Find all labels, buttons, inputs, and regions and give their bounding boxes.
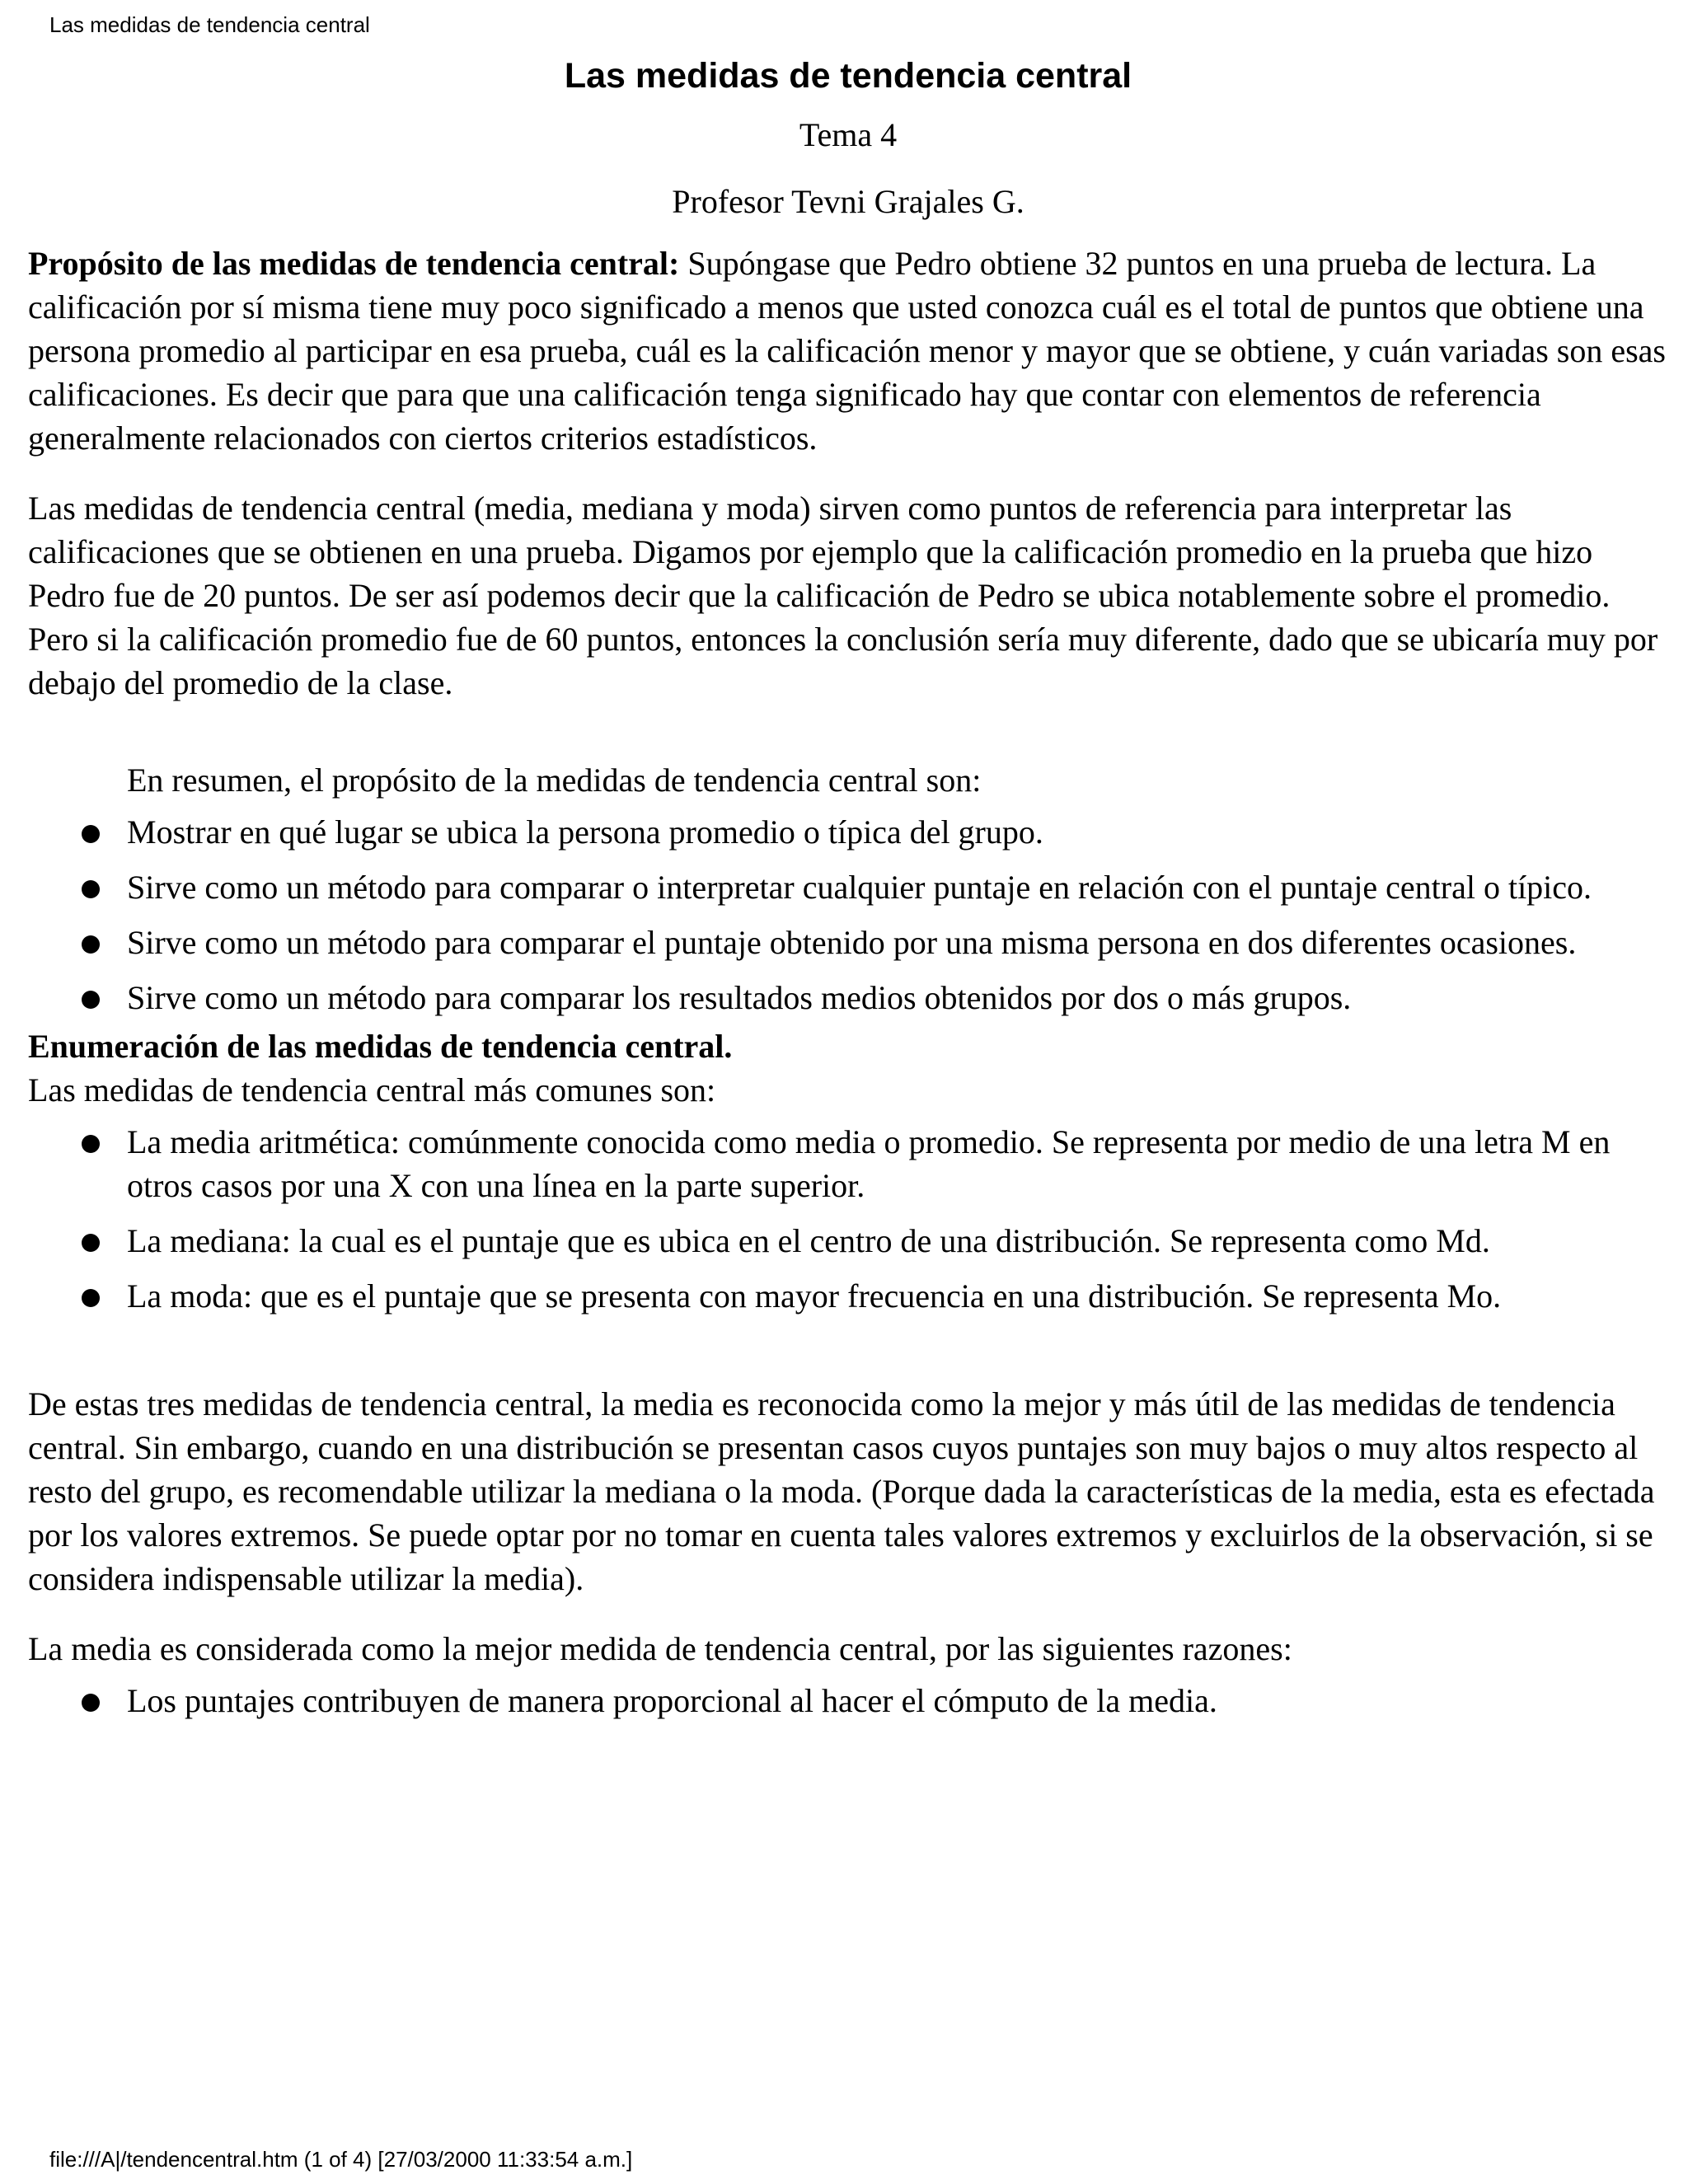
list-item-text: La moda: que es el puntaje que se presenta con mayor frecuencia en una distribución. Se representa Mo. bbox=[127, 1277, 1502, 1315]
list-item bbox=[127, 921, 1668, 964]
list-item-text: Sirve como un método para comparar o interpretar cualquier puntaje en relación con el puntaje central o típico. bbox=[127, 869, 1592, 906]
bullet-icon bbox=[82, 1234, 100, 1252]
bullet-icon bbox=[82, 1694, 100, 1712]
reasons-intro: La media es considerada como la mejor medida de tendencia central, por las siguientes razones: bbox=[28, 1630, 1292, 1667]
enumeration-intro: Las medidas de tendencia central más comunes son: bbox=[28, 1071, 716, 1108]
list-item-text: Sirve como un método para comparar el puntaje obtenido por una misma persona en dos diferentes ocasiones. bbox=[127, 924, 1577, 961]
bullet-icon bbox=[82, 935, 100, 954]
reasons-list bbox=[28, 1679, 1668, 1722]
list-item-text: Sirve como un método para comparar los resultados medios obtenidos por dos o más grupos. bbox=[127, 979, 1352, 1016]
bullet-icon bbox=[82, 880, 100, 898]
author-line: Profesor Tevni Grajales G. bbox=[672, 183, 1025, 220]
list-item bbox=[127, 810, 1668, 854]
enumeration-heading: Enumeración de las medidas de tendencia central. bbox=[28, 1028, 733, 1065]
enumeration-list bbox=[28, 1120, 1668, 1318]
list-item bbox=[127, 865, 1668, 909]
list-item-text: La media aritmética: comúnmente conocida como media o promedio. Se representa por medio de una letra M en otros casos por una X con una línea en la parte superior. bbox=[127, 1123, 1611, 1204]
purpose-text: Supóngase que Pedro obtiene 32 puntos en una prueba de lectura. La calificación por sí misma tiene muy poco significado a menos que usted conozca cuál es el total de puntos que obtiene una persona promedio al participar en esa prueba, cuál es la calificación menor y mayor que se obtiene, y cuán variadas son esas calificaciones. Es decir que para que una calificación tenga significado hay que contar con elementos de referencia generalmente relacionados con ciertos criterios estadísticos. bbox=[28, 245, 1666, 457]
page-title: Las medidas de tendencia central bbox=[564, 56, 1132, 96]
running-header: Las medidas de tendencia central bbox=[49, 12, 370, 37]
list-item bbox=[127, 1219, 1668, 1263]
list-item bbox=[127, 976, 1668, 1019]
purpose-label: Propósito de las medidas de tendencia central: bbox=[28, 245, 680, 282]
purpose-paragraph bbox=[28, 241, 1668, 460]
document-body bbox=[28, 53, 1668, 1734]
bullet-icon bbox=[82, 825, 100, 843]
list-item bbox=[127, 1120, 1668, 1207]
summary-intro: En resumen, el propósito de la medidas de tendencia central son: bbox=[127, 762, 982, 799]
reference-paragraph: Las medidas de tendencia central (media, mediana y moda) sirven como puntos de referencia para interpretar las calificaciones que se obtienen en una prueba. Digamos por ejemplo que la calificación promedio en la prueba que hizo Pedro fue de 20 puntos. De ser así podemos decir que la calificación de Pedro se ubica notablemente sobre el promedio. Pero si la calificación promedio fue de 60 puntos, entonces la conclusión sería muy diferente, dado que se ubicaría muy por debajo del promedio de la clase. bbox=[28, 490, 1658, 701]
list-item-text: La mediana: la cual es el puntaje que es ubica en el centro de una distribución. Se representa como Md. bbox=[127, 1222, 1490, 1259]
bullet-icon bbox=[82, 1289, 100, 1307]
summary-list bbox=[28, 810, 1668, 1019]
running-footer: file:///A|/tendencentral.htm (1 of 4) [27/03/2000 11:33:54 a.m.] bbox=[49, 2147, 633, 2172]
list-item bbox=[127, 1274, 1668, 1318]
list-item bbox=[127, 1679, 1668, 1722]
recommendation-paragraph: De estas tres medidas de tendencia central, la media es reconocida como la mejor y más útil de las medidas de tendencia central. Sin embargo, cuando en una distribución se presentan casos cuyos puntajes son muy bajos o muy altos respecto al resto del grupo, es recomendable utilizar la mediana o la moda. (Porque dada la características de la media, esta es efectada por los valores extremos. Se puede optar por no tomar en cuenta tales valores extremos y excluirlos de la observación, si se considera indispensable utilizar la media). bbox=[28, 1385, 1655, 1597]
list-item-text: Mostrar en qué lugar se ubica la persona promedio o típica del grupo. bbox=[127, 813, 1043, 851]
list-item-text: Los puntajes contribuyen de manera proporcional al hacer el cómputo de la media. bbox=[127, 1682, 1217, 1719]
bullet-icon bbox=[82, 1135, 100, 1153]
page-subtitle: Tema 4 bbox=[799, 116, 898, 153]
bullet-icon bbox=[82, 991, 100, 1009]
